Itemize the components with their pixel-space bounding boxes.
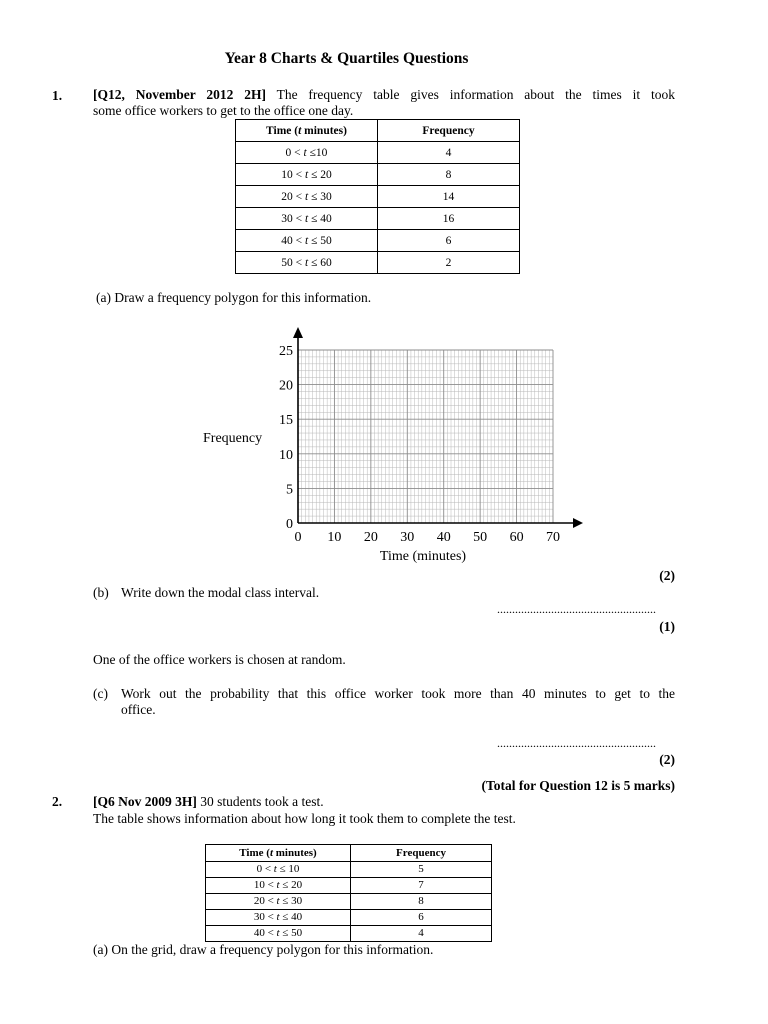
q2-intro-line2: The table shows information about how long it took them to complete the test. <box>93 811 516 826</box>
q1-cell-frequency: 2 <box>378 252 520 274</box>
q2-table-header-time: Time (t minutes) <box>206 845 351 862</box>
q1-cell-time: 50 < t ≤ 60 <box>236 252 378 274</box>
x-tick-label: 40 <box>436 530 451 545</box>
q1-answer-line-b[interactable]: ..................................................... <box>497 602 656 616</box>
y-tick-label: 15 <box>279 413 293 429</box>
x-axis-arrow-icon <box>573 518 583 528</box>
table-row <box>206 910 492 926</box>
y-axis-label: Frequency <box>203 431 263 446</box>
q1-total-marks: (Total for Question 12 is 5 marks) <box>481 778 675 793</box>
q1-part-c-label: (c) <box>93 686 108 701</box>
q2-intro-text: 30 students took a test. <box>200 794 324 809</box>
table-row <box>236 208 520 230</box>
q2-cell-time: 30 < t ≤ 40 <box>206 910 351 926</box>
y-tick-label: 0 <box>286 517 293 532</box>
frequency-polygon-grid[interactable] <box>195 322 595 572</box>
grid-minor-lines <box>298 350 553 523</box>
q2-cell-frequency: 7 <box>351 878 492 894</box>
q1-random-line: One of the office workers is chosen at random. <box>93 652 346 667</box>
y-tick-labels <box>279 344 293 532</box>
q1-frequency-table <box>235 119 520 274</box>
q1-answer-line-c[interactable]: ..................................................... <box>497 736 656 750</box>
q1-part-b-text: Write down the modal class interval. <box>121 585 320 600</box>
y-tick-label: 20 <box>279 378 293 394</box>
x-tick-label: 60 <box>509 530 524 545</box>
y-tick-label: 10 <box>279 447 293 463</box>
q2-number: 2. <box>52 794 63 809</box>
q2-cell-time: 10 < t ≤ 20 <box>206 878 351 894</box>
q1-part-c-line2: office. <box>121 702 156 717</box>
y-tick-label: 5 <box>286 482 293 498</box>
table-row <box>236 186 520 208</box>
q1-table-header-frequency: Frequency <box>378 120 520 142</box>
table-row <box>206 926 492 942</box>
x-axis-label: Time (minutes) <box>379 549 467 564</box>
q1-intro-line1 <box>93 87 675 103</box>
table-row <box>206 878 492 894</box>
q2-cell-time: 20 < t ≤ 30 <box>206 894 351 910</box>
q2-cell-frequency: 5 <box>351 862 492 878</box>
q1-number: 1. <box>52 88 63 103</box>
q1-part-a: (a) Draw a frequency polygon for this information. <box>96 290 372 305</box>
q1-source: [Q12, November 2012 2H] <box>93 87 266 102</box>
q1-marks-a: (2) <box>659 568 675 583</box>
table-row <box>236 164 520 186</box>
q2-cell-time: 40 < t ≤ 50 <box>206 926 351 942</box>
x-tick-label: 70 <box>546 530 560 545</box>
table-row <box>206 894 492 910</box>
x-tick-label: 30 <box>400 530 415 545</box>
q1-cell-time: 20 < t ≤ 30 <box>236 186 378 208</box>
q2-cell-frequency: 6 <box>351 910 492 926</box>
q2-table-header-frequency: Frequency <box>351 845 492 862</box>
q2-cell-frequency: 4 <box>351 926 492 942</box>
q2-part-a: (a) On the grid, draw a frequency polygon for this information. <box>93 942 434 957</box>
q2-source: [Q6 Nov 2009 3H] <box>93 794 197 809</box>
q1-marks-b: (1) <box>659 619 675 634</box>
table-row <box>236 230 520 252</box>
q1-table-header-time: Time (t minutes) <box>236 120 378 142</box>
q1-cell-time: 0 < t ≤10 <box>236 142 378 164</box>
q1-cell-time: 30 < t ≤ 40 <box>236 208 378 230</box>
q1-intro-text: The frequency table gives information about the times it took <box>276 87 675 102</box>
q1-marks-c: (2) <box>659 752 675 767</box>
page-title: Year 8 Charts & Quartiles Questions <box>224 50 469 67</box>
q2-intro-line1 <box>93 794 324 810</box>
q2-cell-time: 0 < t ≤ 10 <box>206 862 351 878</box>
x-tick-label: 50 <box>473 530 488 545</box>
table-row <box>236 142 520 164</box>
x-tick-label: 0 <box>294 530 302 545</box>
q1-part-b-label: (b) <box>93 585 109 600</box>
q1-cell-time: 10 < t ≤ 20 <box>236 164 378 186</box>
q1-cell-frequency: 4 <box>378 142 520 164</box>
y-axis-arrow-icon <box>293 327 303 338</box>
q1-cell-time: 40 < t ≤ 50 <box>236 230 378 252</box>
x-tick-label: 10 <box>327 530 342 545</box>
q1-cell-frequency: 16 <box>378 208 520 230</box>
q1-cell-frequency: 6 <box>378 230 520 252</box>
table-row <box>236 252 520 274</box>
y-tick-label: 25 <box>279 344 293 359</box>
q1-cell-frequency: 14 <box>378 186 520 208</box>
x-tick-label: 20 <box>363 530 378 545</box>
q1-cell-frequency: 8 <box>378 164 520 186</box>
q1-intro-line2: some office workers to get to the office one day. <box>93 103 354 118</box>
q1-part-c-line1: Work out the probability that this office worker took more than 40 minutes to get to the <box>121 686 675 701</box>
x-tick-labels <box>295 530 561 545</box>
table-row <box>206 862 492 878</box>
q2-cell-frequency: 8 <box>351 894 492 910</box>
q2-frequency-table <box>205 844 492 942</box>
